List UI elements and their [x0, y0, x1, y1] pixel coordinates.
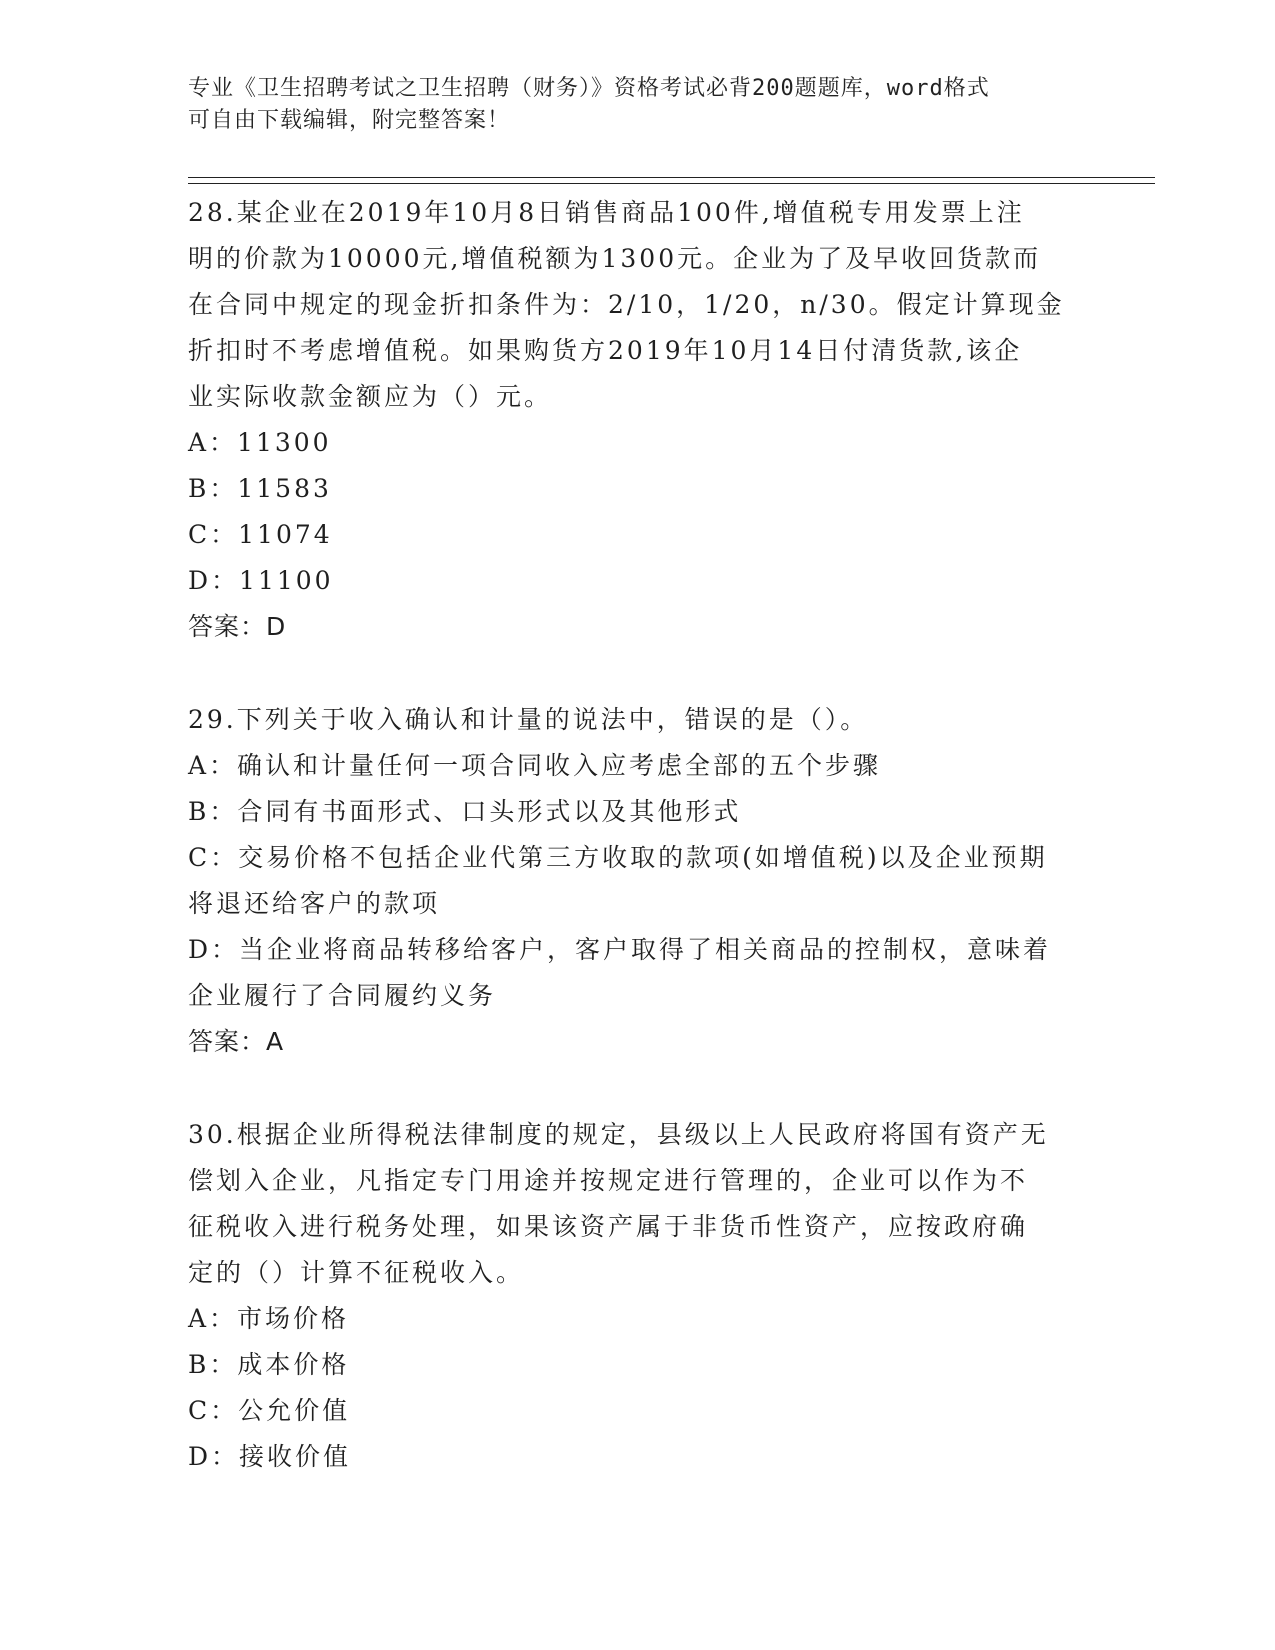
header-line: 专业《卫生招聘考试之卫生招聘（财务）》资格考试必背200题题库，word格式	[188, 76, 990, 101]
option-c-continued: 将退还给客户的款项	[188, 889, 441, 918]
option-c: C：交易价格不包括企业代第三方收取的款项(如增值税)以及企业预期	[188, 843, 1048, 872]
option-c: C：公允价值	[188, 1396, 351, 1425]
question-spacer	[188, 650, 1088, 697]
header-line: 可自由下载编辑，附完整答案！	[188, 108, 511, 133]
header-divider-bottom	[188, 183, 1155, 184]
question-text: 29.下列关于收入确认和计量的说法中，错误的是（）。	[188, 705, 869, 734]
header-divider-top	[188, 177, 1155, 178]
answer-label: 答案：A	[188, 1027, 285, 1056]
question-text: 征税收入进行税务处理，如果该资产属于非货币性资产，应按政府确	[188, 1212, 1029, 1241]
answer-label: 答案：D	[188, 612, 287, 641]
option-a: A：确认和计量任何一项合同收入应考虑全部的五个步骤	[188, 751, 882, 780]
option-d: D：当企业将商品转移给客户，客户取得了相关商品的控制权，意味着	[188, 935, 1052, 964]
question-29	[188, 697, 1088, 1065]
question-text: 定的（）计算不征税收入。	[188, 1258, 525, 1287]
question-spacer	[188, 1065, 1088, 1112]
option-d-continued: 企业履行了合同履约义务	[188, 981, 497, 1010]
option-b: B：成本价格	[188, 1350, 350, 1379]
question-text: 偿划入企业，凡指定专门用途并按规定进行管理的，企业可以作为不	[188, 1166, 1029, 1195]
option-a: A：市场价格	[188, 1304, 350, 1333]
option-a: A：11300	[188, 428, 332, 457]
option-b: B：合同有书面形式、口头形式以及其他形式	[188, 797, 742, 826]
question-list	[188, 190, 1088, 1480]
question-text: 折扣时不考虑增值税。如果购货方2019年10月14日付清货款,该企	[188, 336, 1023, 365]
question-28	[188, 190, 1088, 650]
option-c: C：11074	[188, 520, 333, 549]
question-text: 28.某企业在2019年10月8日销售商品100件,增值税专用发票上注	[188, 198, 1025, 227]
question-text: 业实际收款金额应为（）元。	[188, 382, 553, 411]
question-text: 在合同中规定的现金折扣条件为：2/10，1/20，n/30。假定计算现金	[188, 290, 1065, 319]
question-30	[188, 1112, 1088, 1480]
document-header	[188, 73, 1088, 137]
option-d: D：接收价值	[188, 1442, 352, 1471]
question-text: 明的价款为10000元,增值税额为1300元。企业为了及早收回货款而	[188, 244, 1042, 273]
option-d: D：11100	[188, 566, 334, 595]
question-text: 30.根据企业所得税法律制度的规定，县级以上人民政府将国有资产无	[188, 1120, 1049, 1149]
option-b: B：11583	[188, 474, 332, 503]
